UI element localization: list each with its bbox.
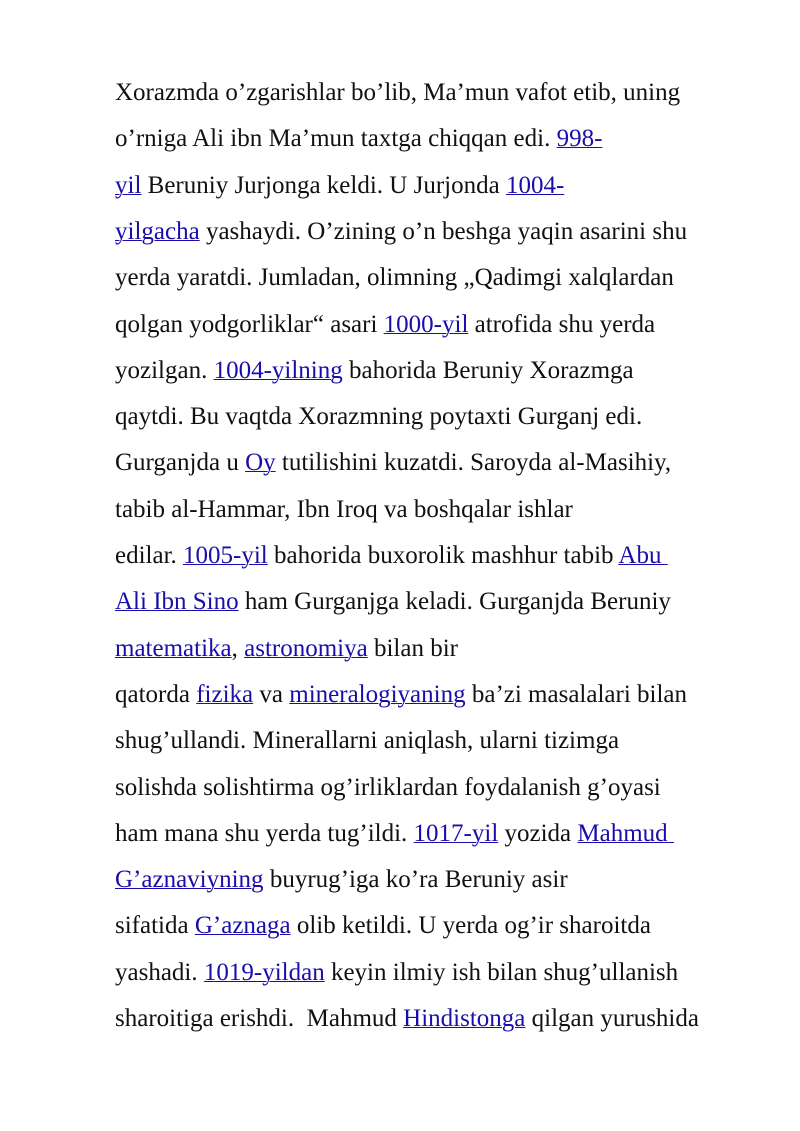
hyperlink[interactable]: Ali Ibn Sino xyxy=(115,588,239,616)
hyperlink[interactable]: 1017-yil xyxy=(413,819,499,847)
text-run: ba’zi masalalari bilan xyxy=(465,680,688,708)
hyperlink[interactable]: 1004- xyxy=(505,171,565,199)
text-line xyxy=(115,726,619,756)
text-run: ham mana shu yerda tug’ildi. xyxy=(115,819,414,847)
text-run: qilgan yurushida xyxy=(525,1005,699,1032)
text-line xyxy=(115,819,674,849)
hyperlink[interactable]: G’aznaga xyxy=(194,912,291,940)
text-run: buyrug’iga ko’ra Beruniy asir xyxy=(263,866,568,894)
hyperlink[interactable]: 1000-yil xyxy=(383,310,469,338)
text-run: bahorida buxorolik mashhur tabib xyxy=(267,542,619,569)
text-run: , xyxy=(231,634,245,662)
text-line xyxy=(115,78,680,108)
text-run: solishda solishtirma og’irliklardan foydalanish g’oyasi xyxy=(115,773,661,801)
text-run: bahorida Beruniy Xorazmga xyxy=(342,356,634,384)
text-line xyxy=(115,356,634,386)
text-run: bilan bir xyxy=(367,634,458,662)
text-line xyxy=(115,680,687,710)
text-run: sharoitiga erishdi. Mahmud xyxy=(115,1005,404,1032)
text-run: qolgan yodgorliklar“ asari xyxy=(115,310,384,338)
text-run: Xorazmda o’zgarishlar bo’lib, Ma’mun vafot etib, uning xyxy=(115,79,681,106)
text-run: o’rniga Ali ibn Ma’mun taxtga chiqqan edi. xyxy=(115,125,557,153)
text-line xyxy=(115,773,661,803)
text-run: qatorda xyxy=(115,680,197,708)
text-line xyxy=(115,263,674,293)
text-run: keyin ilmiy ish bilan shug’ullanish xyxy=(324,958,679,986)
text-line xyxy=(115,310,655,340)
hyperlink[interactable]: 1004-yilning xyxy=(213,356,343,384)
text-run: edilar. xyxy=(115,542,184,569)
text-line xyxy=(115,958,678,988)
hyperlink[interactable]: G’aznaviyning xyxy=(115,866,264,894)
text-run: yozida xyxy=(498,819,578,847)
hyperlink[interactable]: Abu xyxy=(618,542,668,569)
text-run: va xyxy=(253,680,290,708)
text-run: tutilishini kuzatdi. Saroyda al-Masihiy, xyxy=(275,449,672,477)
text-run: atrofida shu yerda xyxy=(468,310,656,338)
text-line xyxy=(115,171,564,201)
hyperlink[interactable]: mineralogiyaning xyxy=(289,680,466,708)
text-run: yerda yaratdi. Jumladan, olimning „Qadimgi xalqlardan xyxy=(115,264,674,292)
text-run: shug’ullandi. Minerallarni aniqlash, ularni tizimga xyxy=(115,727,620,755)
text-line xyxy=(115,911,651,941)
hyperlink[interactable]: Hindistonga xyxy=(403,1005,526,1032)
text-run: tabib al-Hammar, Ibn Iroq va boshqalar ishlar xyxy=(115,495,573,523)
hyperlink[interactable]: 1019-yildan xyxy=(203,958,325,986)
hyperlink[interactable]: matematika xyxy=(115,634,232,662)
hyperlink[interactable]: Oy xyxy=(245,449,276,477)
text-run: olib ketildi. U yerda og’ir sharoitda xyxy=(290,912,651,940)
text-line xyxy=(115,495,573,525)
text-line xyxy=(115,402,642,432)
hyperlink[interactable]: Mahmud xyxy=(577,819,674,847)
hyperlink[interactable]: 1005-yil xyxy=(183,542,268,569)
hyperlink[interactable]: astronomiya xyxy=(244,634,368,662)
text-line xyxy=(115,587,671,617)
hyperlink[interactable]: yil xyxy=(115,171,142,199)
text-run: yozilgan. xyxy=(115,356,214,384)
hyperlink[interactable]: yilgacha xyxy=(115,217,200,245)
text-line xyxy=(115,634,458,664)
text-line xyxy=(115,541,668,571)
text-line xyxy=(115,124,602,154)
text-run: Gurganjda u xyxy=(115,449,246,477)
text-line xyxy=(115,865,568,895)
text-run: yashaydi. O’zining o’n beshga yaqin asarini shu xyxy=(199,217,688,245)
text-line xyxy=(115,448,671,478)
text-run: sifatida xyxy=(115,912,195,940)
text-line xyxy=(115,1004,699,1034)
hyperlink[interactable]: fizika xyxy=(196,680,254,708)
text-run: qaytdi. Bu vaqtda Xorazmning poytaxti Gurganj edi. xyxy=(115,403,643,431)
text-line xyxy=(115,217,687,247)
hyperlink[interactable]: 998- xyxy=(556,125,603,153)
text-run: yashadi. xyxy=(115,958,204,986)
text-run: ham Gurganjga keladi. Gurganjda Beruniy xyxy=(238,588,671,616)
text-run: Beruniy Jurjonga keldi. U Jurjonda xyxy=(141,171,506,199)
